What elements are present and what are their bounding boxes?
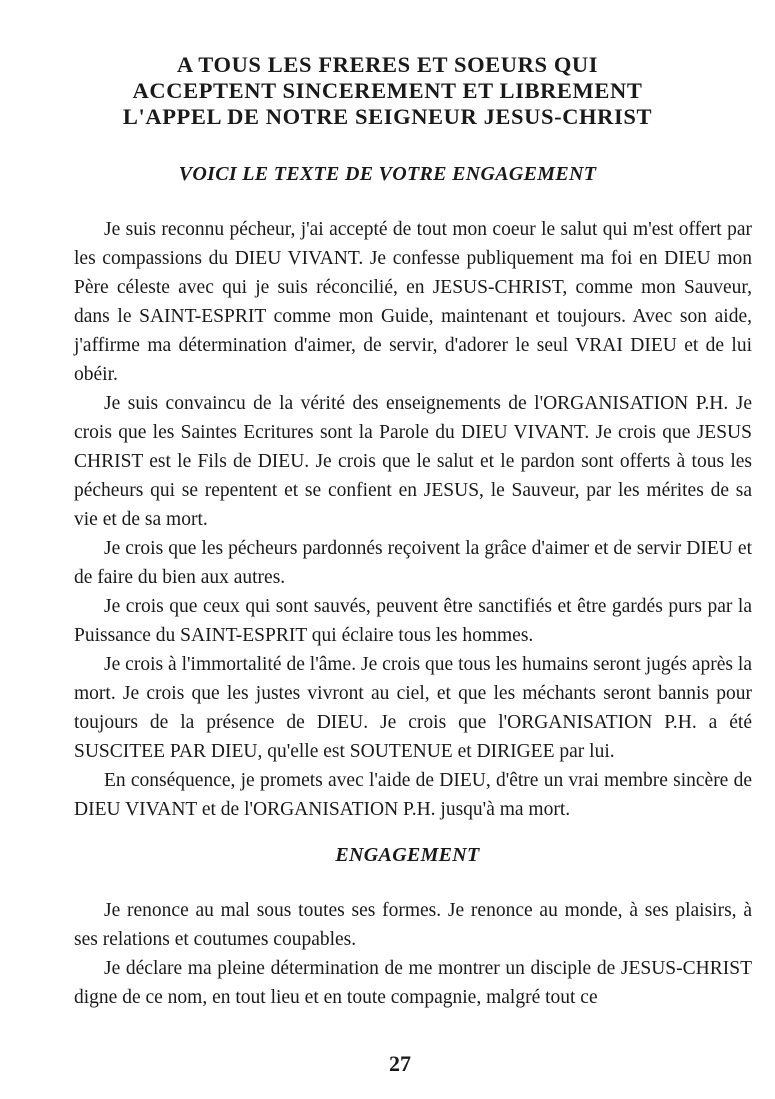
section-title: ENGAGEMENT xyxy=(335,844,480,866)
page-subheading: VOICI LE TEXTE DE VOTRE ENGAGEMENT xyxy=(178,163,597,185)
paragraph: Je crois que les pécheurs pardonnés reçoivent la grâce d'aimer et de servir DIEU et de faire du bien aux autres. xyxy=(74,538,752,588)
paragraph: Je crois à l'immortalité de l'âme. Je crois que tous les humains seront jugés après la mort. Je crois que les justes vivront au ciel, et que les méchants seront bannis pour toujours de la présence de DIEU. Je crois que l'ORGANISATION P.H. a été SUSCITEE PAR DIEU, qu'elle est SOUTENUE et DIRIGEE par lui. xyxy=(74,654,752,762)
paragraph: Je déclare ma pleine détermination de me montrer un disciple de JESUS-CHRIST digne de ce nom, en tout lieu et en toute compagnie, malgré tout ce xyxy=(74,958,752,1008)
paragraph: En conséquence, je promets avec l'aide de DIEU, d'être un vrai membre sincère de DIEU VIVANT et de l'ORGANISATION P.H. jusqu'à ma mort. xyxy=(74,770,752,820)
paragraph: Je renonce au mal sous toutes ses formes. Je renonce au monde, à ses plaisirs, à ses relations et coutumes coupables. xyxy=(74,900,752,950)
heading-line: A TOUS LES FRERES ET SOEURS QUI xyxy=(176,52,599,77)
page-number: 27 xyxy=(389,1051,411,1076)
heading-line: ACCEPTENT SINCEREMENT ET LIBREMENT xyxy=(132,78,643,103)
paragraph: Je suis reconnu pécheur, j'ai accepté de tout mon coeur le salut qui m'est offert par les compassions du DIEU VIVANT. Je confesse publiquement ma foi en DIEU mon Père céleste avec qui je suis réconcilié, en JESUS-CHRIST, comme mon Sauveur, dans le SAINT-ESPRIT comme mon Guide, maintenant et toujours. Avec son aide, j'affirme ma détermination d'aimer, de servir, d'adorer le seul VRAI DIEU et de lui obéir. xyxy=(74,219,752,385)
heading-line: L'APPEL DE NOTRE SEIGNEUR JESUS-CHRIST xyxy=(122,104,653,129)
declaration-text xyxy=(74,215,752,824)
paragraph: Je suis convaincu de la vérité des enseignements de l'ORGANISATION P.H. Je crois que les Saintes Ecritures sont la Parole du DIEU VIVANT. Je crois que JESUS CHRIST est le Fils de DIEU. Je crois que le salut et le pardon sont offerts à tous les pécheurs qui se repentent et se confient en JESUS, le Sauveur, par les mérites de sa vie et de sa mort. xyxy=(74,393,752,530)
page-heading xyxy=(60,52,715,130)
paragraph: Je crois que ceux qui sont sauvés, peuvent être sanctifiés et être gardés purs par la Puissance du SAINT-ESPRIT qui éclaire tous les hommes. xyxy=(74,596,752,646)
engagement-text xyxy=(74,896,752,1012)
